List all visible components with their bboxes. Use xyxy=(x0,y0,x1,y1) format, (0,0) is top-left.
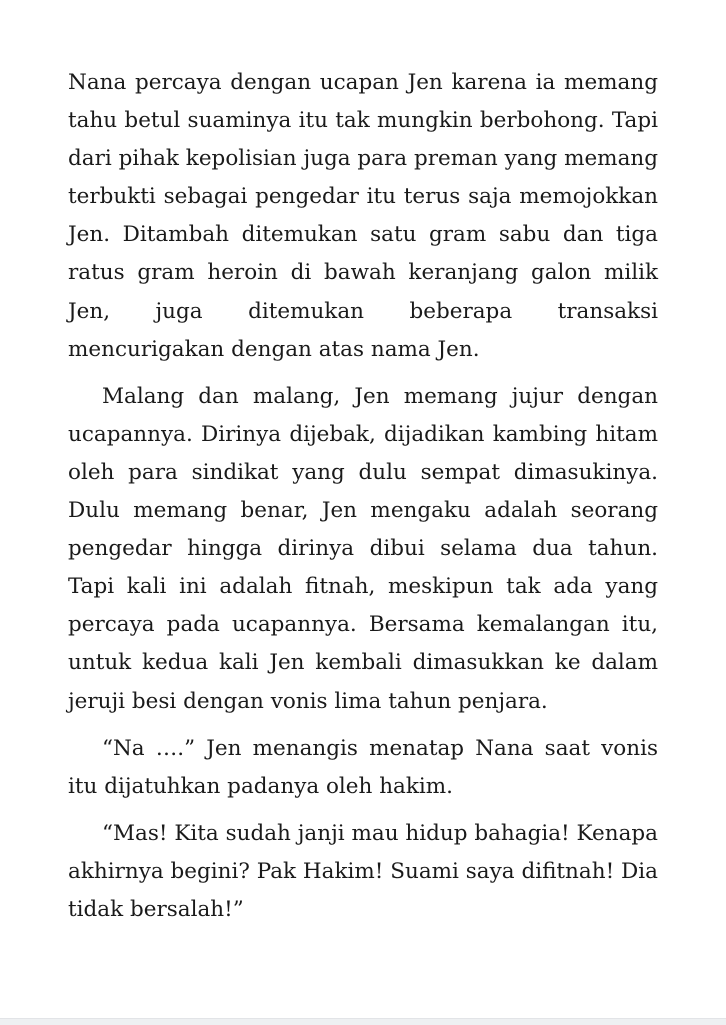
paragraph-3: “Na ….” Jen menangis menatap Nana saat vonis itu dijatuhkan padanya oleh hakim. xyxy=(68,735,658,799)
paragraph-2: Malang dan malang, Jen memang jujur dengan ucapannya. Dirinya dijebak, dijadikan kambing hitam oleh para sindikat yang dulu sempat dimasukinya. Dulu memang benar, Jen mengaku adalah seorang pengedar hingga dirinya dibui selama dua tahun. Tapi kali ini adalah fitnah, meskipun tak ada yang percaya pada ucapannya. Bersama kemalangan itu, untuk kedua kali Jen kembali dimasukkan ke dalam jeruji besi dengan vonis lima tahun penjara. xyxy=(68,383,658,714)
body-text xyxy=(68,64,658,938)
paragraph-4: “Mas! Kita sudah janji mau hidup bahagia! Kenapa akhirnya begini? Pak Hakim! Suami saya difitnah! Dia tidak bersalah!” xyxy=(68,820,658,922)
paragraph-1: Nana percaya dengan ucapan Jen karena ia memang tahu betul suaminya itu tak mungkin berbohong. Tapi dari pihak kepolisian juga para preman yang memang terbukti sebagai pengedar itu terus saja memojokkan Jen. Ditambah ditemukan satu gram sabu dan tiga ratus gram heroin di bawah keranjang galon milik Jen, juga ditemukan beberapa transaksi mencurigakan dengan atas nama Jen. xyxy=(68,70,658,362)
